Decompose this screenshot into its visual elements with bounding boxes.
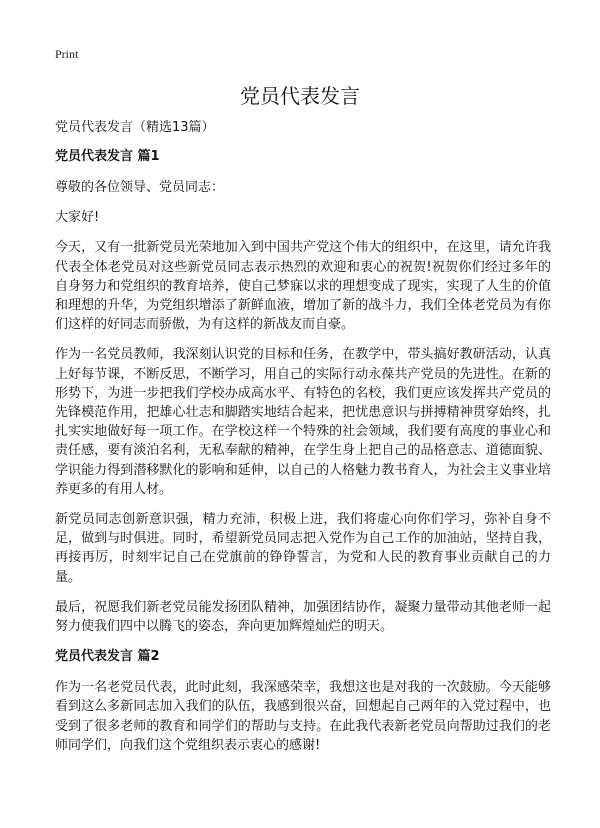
paragraph: 最后，祝愿我们新老党员能发扬团队精神，加强团结协作，凝聚力量带动其他老师一起努力使我们四中以腾飞的姿态，奔向更加辉煌灿烂的明天。 [55,599,551,635]
document-subtitle: 党员代表发言（精选13篇） [55,120,215,135]
paragraph: 作为一名老党员代表，此时此刻，我深感荣幸，我想这也是对我的一次鼓励。今天能够看到这么多新同志加入我们的队伍，我感到很兴奋，回想起自己两年的入党过程中，也受到了很多老师的教育和同学们的帮助与支持。在此我代表新老党员向帮助过我们的老师同学们，向我们这个党组织表示衷心的感谢! [55,680,551,753]
paragraph: 今天，又有一批新党员光荣地加入到中国共产党这个伟大的组织中，在这里，请允许我代表全体老党员对这些新党员同志表示热烈的欢迎和衷心的祝贺!祝贺你们经过多年的自身努力和党组织的教育培养，使自己梦寐以求的理想变成了现实，实现了人生的价值和理想的升华，为党组织增添了新鲜血液，增加了新的战斗力，我们全体老党员为有你们这样的好同志而骄傲，为有这样的新战友而自豪。 [55,240,551,333]
section-1 [55,147,551,636]
paragraph: 新党员同志创新意识强，精力充沛，积极上进，我们将虚心向你们学习，弥补自身不足，做到与时俱进。同时，希望新党员同志把入党作为自己工作的加油站，坚持自我，再接再厉，时刻牢记自己在党旗前的铮铮誓言，为党和人民的教育事业贡献自己的力量。 [55,512,551,585]
paragraph: 大家好! [55,210,100,226]
document-title: 党员代表发言 [240,84,360,108]
section-2 [55,647,551,755]
section-heading: 党员代表发言 篇2 [55,649,160,665]
print-link[interactable]: Print [55,47,79,61]
section-heading: 党员代表发言 篇1 [55,149,160,164]
paragraph: 作为一名党员教师，我深刻认识党的目标和任务，在教学中，带头搞好教研活动，认真上好每节课，不断反思，不断学习，用自己的实际行动永葆共产党员的先进性。在新的形势下，为进一步把我们学校办成高水平、有特色的名校，我们更应该发挥共产党员的先锋模范作用，把雄心壮志和脚踏实地结合起来，把忧患意识与拼搏精神贯穿始终，扎扎实实地做好每一项工作。在学校这样一个特殊的社会领域，我们要有高度的事业心和责任感，要有淡泊名利，无私奉献的精神，在学生身上把自己的品格意志、道德面貌、学识能力得到潜移默化的影响和延伸，以自己的人格魅力教书育人，为社会主义事业培养更多的有用人材。 [55,347,551,497]
document-body [55,118,551,766]
paragraph: 尊敬的各位领导、党员同志： [55,180,225,195]
